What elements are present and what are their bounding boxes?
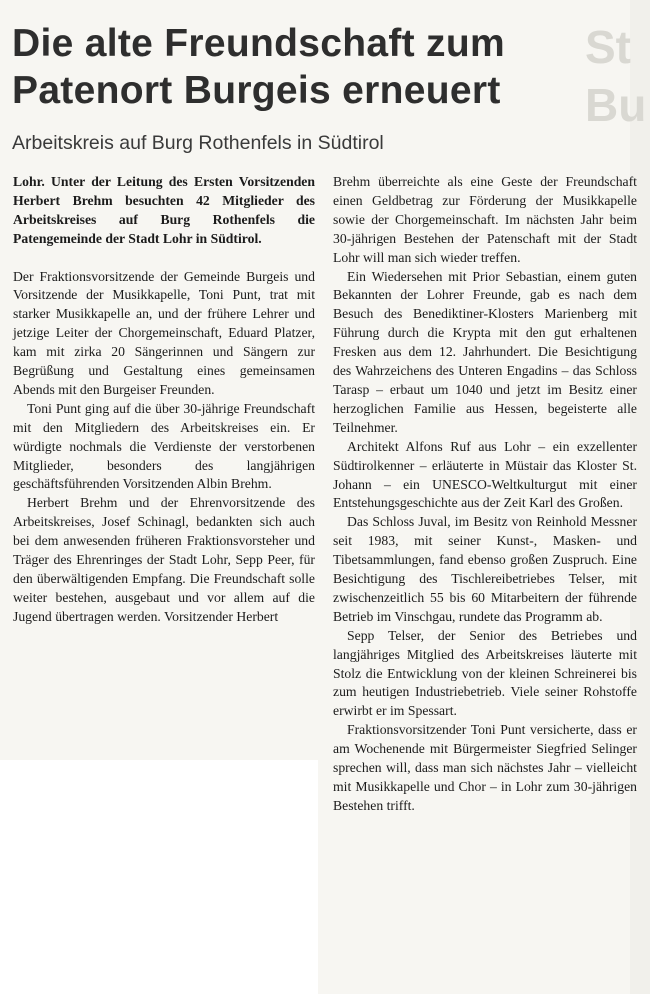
body-paragraph: Toni Punt ging auf die über 30-jährige Freundschaft mit den Mitgliedern des Arbeitskreises ein. Er würdigte nochmals die Verdienste der verstorbenen Mitglieder, besonders des langjährigen geschäftsführenden Vorsitzenden Albin Brehm. bbox=[13, 400, 315, 492]
body-paragraph: Ein Wiedersehen mit Prior Sebastian, einem guten Bekannten der Lohrer Freunde, gab es nach dem Besuch des Benediktiner-Klosters Marienberg mit Führung durch die Krypta mit den gut erhaltenen Fresken aus dem 12. Jahrhundert. Die Besichtigung des Wahrzeichens des Unteren Engadins – das Schloss Tarasp – erbaut um 1040 und jetzt im Besitz einer herzoglichen Familie aus Hessen, begeisterte alle Teilnehmer. bbox=[333, 268, 637, 435]
body-paragraph: Der Fraktionsvorsitzende der Gemeinde Burgeis und Vorsitzende der Musikkapelle, Toni Punt, trat mit starker Musikkapelle an, und der frühere Lehrer und jetzige Leiter der Chorgemeinschaft, Eduard Platzer, kam mit zirka 20 Sängerinnen und Sängern zur Begrüßung und Gestaltung eines gemeinsamen Abends mit den Burgeiser Freunden. bbox=[13, 268, 315, 397]
article-column-left bbox=[13, 173, 315, 627]
article-column-right bbox=[333, 173, 637, 816]
bleed-through-shadow: St Bu bbox=[585, 21, 647, 131]
body-paragraph: Brehm überreichte als eine Geste der Freundschaft einen Geldbetrag zur Förderung der Musikkapelle sowie der Chorgemeinschaft. Im nächsten Jahr beim 30-jährigen Bestehen der Patenschaft mit der Stadt Lohr will man sich wieder treffen. bbox=[333, 174, 637, 265]
body-paragraph: Sepp Telser, der Senior des Betriebes und langjähriges Mitglied des Arbeitskreises läuterte mit Stolz die Entwicklung von der kleinen Schreinerei bis zum heutigen Industriebetrieb. Viele seiner Rohstoffe erwirbt er im Spessart. bbox=[333, 627, 637, 719]
subheadline: Arbeitskreis auf Burg Rothenfels in Südtirol bbox=[12, 132, 384, 154]
headline bbox=[12, 20, 612, 114]
body-paragraph: Herbert Brehm und der Ehrenvorsitzende des Arbeitskreises, Josef Schinagl, bedankten sich auch bei dem anwesenden früheren Fraktionsvorsteher und Träger des Ehrenringes der Stadt Lohr, Sepp Peer, für den überwältigenden Empfang. Die Freundschaft solle weiter bestehen, ausgebaut und vor allem auf die Jugend übertragen werden. Vorsitzender Herbert bbox=[13, 495, 315, 624]
body-paragraph: Fraktionsvorsitzender Toni Punt versicherte, dass er am Wochenende mit Bürgermeister Siegfried Selinger sprechen will, dass man sich nächstes Jahr – vielleicht mit Musikkapelle und Chor – in Lohr zum 30-jährigen Bestehen trifft. bbox=[333, 722, 637, 813]
lead-paragraph: Lohr. Unter der Leitung des Ersten Vorsitzenden Herbert Brehm besuchten 42 Mitglieder des Arbeitskreises auf Burg Rothenfels die Patengemeinde der Stadt Lohr in Südtirol. bbox=[13, 174, 315, 246]
body-paragraph: Architekt Alfons Ruf aus Lohr – ein exzellenter Südtirolkenner – erläuterte in Müstair das Kloster St. Johann – ein UNESCO-Weltkulturgut mit einer Entstehungsgeschichte aus der Zeit Karl des Großen. bbox=[333, 438, 637, 511]
headline-line-1: Die alte Freundschaft zum bbox=[12, 22, 505, 65]
body-paragraph: Das Schloss Juval, im Besitz von Reinhold Messner seit 1983, mit seiner Kunst-, Masken- und Tibetsammlungen, fand ebenso großen Zuspruch. Eine Besichtigung des Tischlereibetriebes Telser, mit zwischenzeitlich 55 bis 60 Mitarbeitern der führende Betrieb im Vinschgau, rundete das Programm ab. bbox=[333, 514, 637, 624]
headline-line-2: Patenort Burgeis erneuert bbox=[12, 69, 501, 112]
blank-area bbox=[0, 760, 318, 994]
